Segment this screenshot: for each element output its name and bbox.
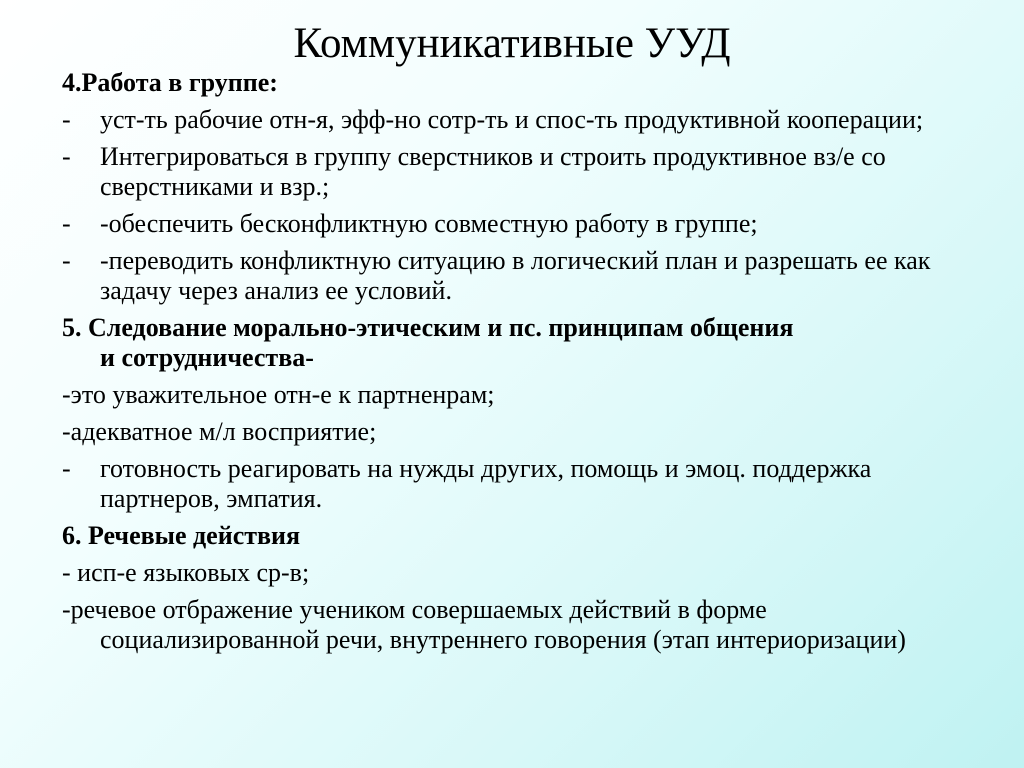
- slide-title: Коммуникативные УУД: [293, 20, 731, 67]
- section-6-heading: 6. Речевые действия: [62, 521, 301, 550]
- slide-content: [62, 68, 962, 662]
- section-5-line-2: -адекватное м/л восприятие;: [62, 417, 377, 446]
- list-marker: -: [62, 105, 71, 134]
- list-item-text: готовность реагировать на нужды других, помощь и эмоц. поддержка партнеров, эмпатия.: [100, 454, 872, 513]
- list-item-text: -обеспечить бесконфликтную совместную работу в группе;: [100, 209, 758, 238]
- list-item: [62, 454, 962, 514]
- list-item-text: -переводить конфликтную ситуацию в логический план и разрешать ее как задачу через анализ ее условий.: [100, 246, 931, 305]
- list-item-text: уст-ть рабочие отн-я, эфф-но сотр-ть и спос-ть продуктивной кооперации;: [100, 105, 924, 134]
- section-4-heading: 4.Работа в группе:: [62, 68, 278, 97]
- section-5-line-1: -это уважительное отн-е к партненрам;: [62, 380, 495, 409]
- list-marker: -: [62, 246, 71, 275]
- section-5-heading: [62, 313, 962, 373]
- section-6-line-2: -речевое отбражение учеником совершаемых действий в форме социализированной речи, внутреннего говорения (этап интериоризации): [62, 595, 906, 654]
- list-marker: -: [62, 142, 71, 171]
- list-marker: -: [62, 209, 71, 238]
- section-6-line-1: - исп-е языковых ср-в;: [62, 558, 310, 587]
- list-marker: -: [62, 454, 71, 483]
- list-item: [62, 246, 962, 306]
- list-item: [62, 209, 962, 239]
- section-5-heading-line1: 5. Следование морально-этическим и пс. принципам общения: [62, 313, 794, 342]
- list-item-text: Интегрироваться в группу сверстников и строить продуктивное вз/е со сверстниками и взр.;: [100, 142, 886, 201]
- list-item: [62, 105, 962, 135]
- list-item: [62, 142, 962, 202]
- section-5-heading-line2: и сотрудничества-: [100, 343, 314, 372]
